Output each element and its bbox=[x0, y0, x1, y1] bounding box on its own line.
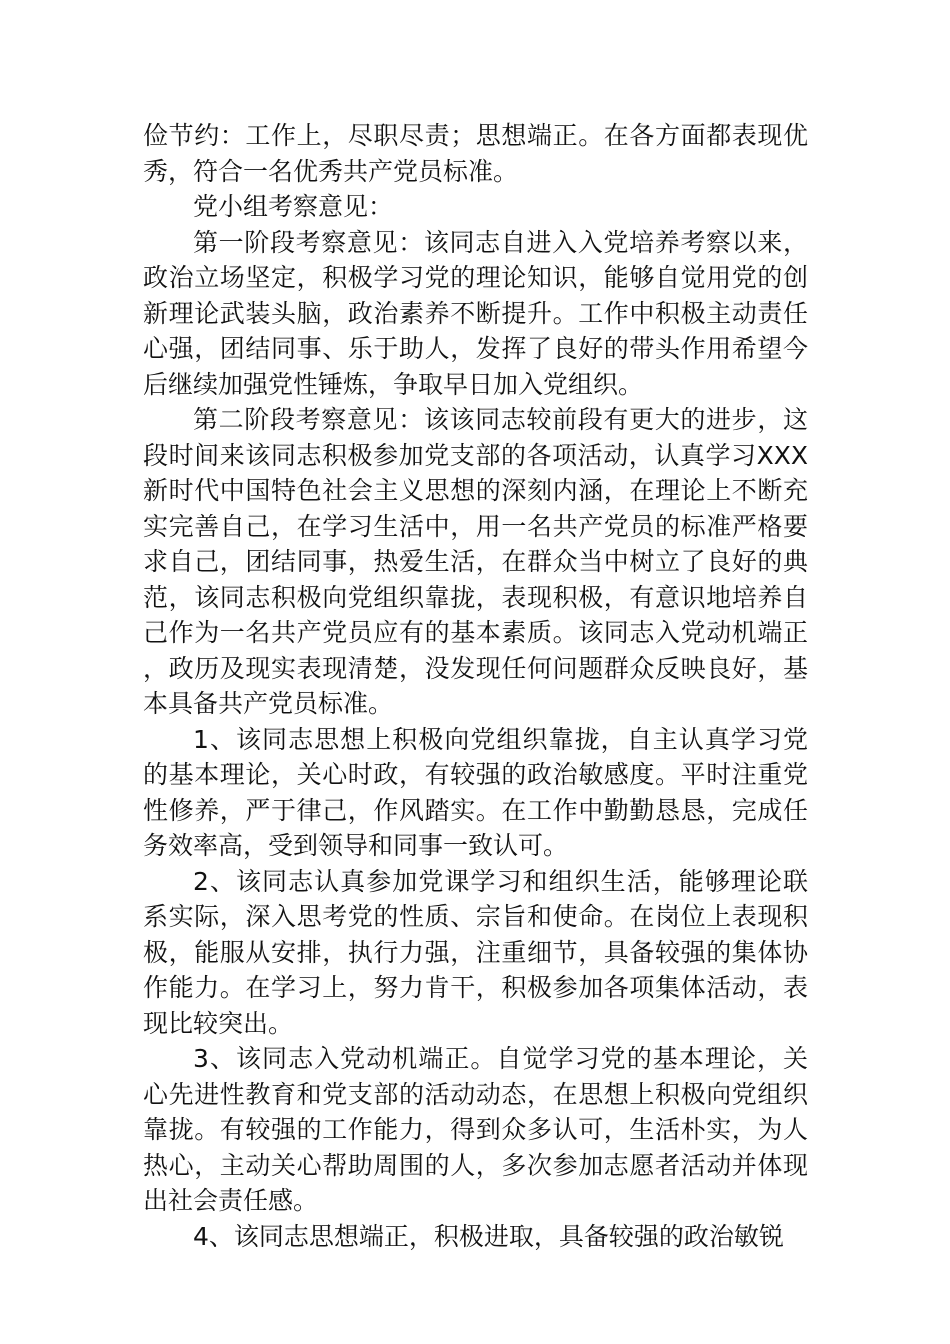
paragraph-party-group-heading: 党小组考察意见： bbox=[193, 192, 394, 221]
paragraph-item-4: 4、该同志思想端正，积极进取，具备较强的政治敏锐 bbox=[193, 1221, 784, 1251]
paragraph-item-2: 2、该同志认真参加党课学习和组织生活，能够理论联系实际，深入思考党的性质、宗旨和使命。在岗位上表现积极，能服从安排，执行力强，注重细节，具备较强的集体协作能力。在学习上，努力肯干，积极参加各项集体活动，表现比较突出。 bbox=[143, 866, 808, 1038]
paragraph-second-stage-opinion: 第二阶段考察意见：该该同志较前段有更大的进步，这段时间来该同志积极参加党支部的各项活动，认真学习XXX新时代中国特色社会主义思想的深刻内涵，在理论上不断充实完善自己，在学习生活中，用一名共产党员的标准严格要求自己，团结同事，热爱生活，在群众当中树立了良好的典范，该同志积极向党组织靠拢，表现积极，有意识地培养自己作为一名共产党员应有的基本素质。该同志入党动机端正，政历及现实表现清楚，没发现任何问题群众反映良好，基本具备共产党员标准。 bbox=[143, 405, 808, 718]
paragraph-item-3: 3、该同志入党动机端正。自觉学习党的基本理论，关心先进性教育和党支部的活动动态，在思想上积极向党组织靠拢。有较强的工作能力，得到众多认可，生活朴实，为人热心，主动关心帮助周围的人，多次参加志愿者活动并体现出社会责任感。 bbox=[143, 1044, 808, 1215]
document-body bbox=[143, 118, 808, 1254]
paragraph-continuation: 俭节约：工作上，尽职尽责；思想端正。在各方面都表现优秀，符合一名优秀共产党员标准。 bbox=[143, 121, 808, 186]
paragraph-item-1: 1、该同志思想上积极向党组织靠拢，自主认真学习党的基本理论，关心时政，有较强的政治敏感度。平时注重党性修养，严于律己，作风踏实。在工作中勤勤恳恳，完成任务效率高，受到领导和同事一致认可。 bbox=[143, 724, 808, 860]
paragraph-first-stage-opinion: 第一阶段考察意见：该同志自进入入党培养考察以来，政治立场坚定，积极学习党的理论知识，能够自觉用党的创新理论武装头脑，政治素养不断提升。工作中积极主动责任心强，团结同事、乐于助人，发挥了良好的带头作用希望今后继续加强党性锤炼，争取早日加入党组织。 bbox=[143, 227, 808, 399]
